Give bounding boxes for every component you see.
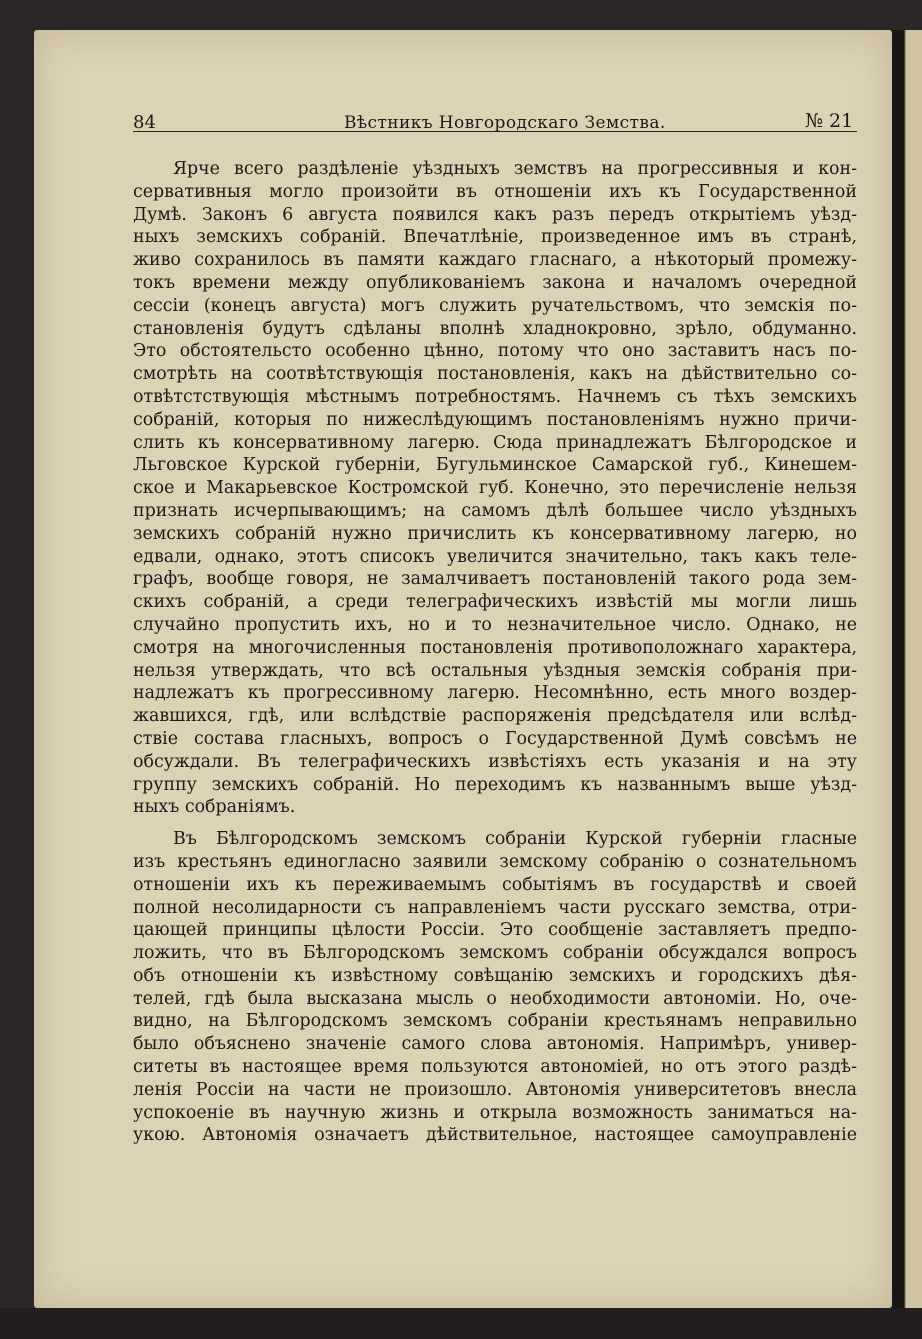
paragraph-gap: [133, 819, 857, 828]
text-line: ложить, что въ Бѣлгородскомъ земскомъ собраніи обсуждался вопросъ: [133, 943, 857, 964]
text-line: едвали, однако, этотъ списокъ увеличится значительно, такъ какъ теле-: [133, 546, 857, 567]
text-line: Ярче всего раздѣленіе уѣздныхъ земствъ на прогрессивныя и кон-: [173, 159, 857, 179]
text-line: ныхъ земскихъ собраній. Впечатлѣніе, произведенное имъ въ странѣ,: [133, 227, 857, 248]
text-line: полной несолидарности съ направленіемъ части русскаго земства, отри-: [133, 897, 857, 918]
text-line: смотрѣть на соотвѣтствующія постановленія, какъ на дѣйствительно со-: [133, 364, 857, 385]
text-line: ское и Макарьевское Костромской губ. Конечно, это перечисленіе нельзя: [133, 478, 857, 499]
text-line: слить къ консервативному лагерю. Сюда принадлежатъ Бѣлгородское и: [133, 432, 857, 453]
text-line: скихъ собраній, а среди телеграфическихъ извѣстій мы могли лишь: [133, 592, 857, 613]
paragraph: [133, 158, 857, 819]
next-page-edge: [892, 30, 922, 1308]
text-line: цающей принципы цѣлости Россіи. Это сообщеніе заставляетъ предпо-: [133, 920, 857, 941]
text-line: телей, гдѣ была высказана мысль о необходимости автономіи. Но, оче-: [133, 988, 857, 1009]
text-line: ситеты въ настоящее время пользуются автономіей, но отъ этого раздѣ-: [133, 1057, 857, 1078]
issue-number: № 21: [805, 110, 854, 132]
text-line: ныхъ собраніямъ.: [133, 797, 296, 818]
text-line: сервативныя могло произойти въ отношеніи ихъ къ Государственной: [133, 181, 857, 202]
text-line: видно, на Бѣлгородскомъ земскомъ собраніи крестьянамъ неправильно: [133, 1011, 857, 1032]
page-number: 84: [133, 112, 156, 133]
paragraph: [133, 828, 857, 1147]
text-line: смотря на многочисленныя постановленія противоположнаго характера,: [133, 637, 857, 658]
text-line: отношеніи ихъ къ переживаемымъ событіямъ въ государствѣ и своей: [133, 874, 857, 895]
text-line: успокоеніе въ научную жизнь и открыла возможность заниматься на-: [133, 1102, 857, 1123]
text-line: случайно пропустить ихъ, но и то незначительное число. Однако, не: [133, 614, 857, 635]
text-line: ствіе состава гласныхъ, вопросъ о Государственной Думѣ совсѣмъ не: [133, 728, 857, 749]
header-rule: [133, 131, 857, 132]
text-line: ленія Россіи на части не произошло. Автономія университетовъ внесла: [133, 1079, 857, 1100]
text-line: Это обстоятельсто особенно цѣнно, потому что оно заставитъ насъ по-: [133, 341, 857, 362]
journal-title: Вѣстникъ Новгородскаго Земства.: [344, 113, 666, 133]
text-line: графъ, вообще говоря, не замалчиваетъ постановленій такого рода зем-: [133, 569, 857, 590]
text-line: собраній, которыя по нижеслѣдующимъ постановленіямъ нужно причи-: [133, 409, 857, 430]
text-line: изъ крестьянъ единогласно заявили земскому собранію о сознательномъ: [133, 851, 857, 872]
text-line: отвѣтстствующія мѣстнымъ потребностямъ. Начнемъ съ тѣхъ земскихъ: [133, 386, 857, 407]
text-line: живо сохранилось въ памяти каждаго гласнаго, а нѣкоторый промежу-: [133, 250, 857, 271]
text-line: сессіи (конецъ августа) могъ служить ручательствомъ, что земскія по-: [133, 295, 857, 316]
text-line: Льговское Курской губерніи, Бугульминское Самарской губ., Кинешем-: [133, 455, 857, 476]
text-line: токъ времени между опубликованіемъ закона и началомъ очередной: [133, 272, 857, 293]
text-line: было объяснено значеніе самого слова автономія. Напримѣръ, универ-: [133, 1034, 857, 1055]
text-line: надлежатъ къ прогрессивному лагерю. Несомнѣнно, есть много воздер-: [133, 683, 857, 704]
text-line: обсуждали. Въ телеграфическихъ извѣстіяхъ есть указанія и на эту: [133, 751, 857, 772]
scan-background-bottom: [0, 1308, 922, 1339]
text-line: признать исчерпывающимъ; на самомъ дѣлѣ большее число уѣздныхъ: [133, 500, 857, 521]
text-line: объ отношеніи къ извѣстному совѣщанію земскихъ и городскихъ дѣя-: [133, 965, 857, 986]
text-line: земскихъ собраній нужно причислить къ консервативному лагерю, но: [133, 523, 857, 544]
text-line: становленія будутъ сдѣланы вполнѣ хладнокровно, зрѣло, обдуманно.: [133, 318, 857, 339]
text-line: группу земскихъ собраній. Но переходимъ къ названнымъ выше уѣзд-: [133, 774, 857, 795]
running-header: [100, 100, 857, 140]
text-line: Думѣ. Законъ 6 августа появился какъ разъ передъ открытіемъ уѣзд-: [133, 204, 857, 225]
text-line: укою. Автономія означаетъ дѣйствительное, настоящее самоуправленіе: [133, 1125, 857, 1146]
text-line: нельзя утверждать, что всѣ остальныя уѣздныя земскія собранія при-: [133, 660, 857, 681]
text-line: Въ Бѣлгородскомъ земскомъ собраніи Курской губерніи гласные: [173, 829, 857, 850]
text-line: жавшихся, гдѣ, или вслѣдствіе распоряженія предсѣдателя или вслѣд-: [133, 706, 857, 727]
article-body: [133, 158, 857, 1147]
